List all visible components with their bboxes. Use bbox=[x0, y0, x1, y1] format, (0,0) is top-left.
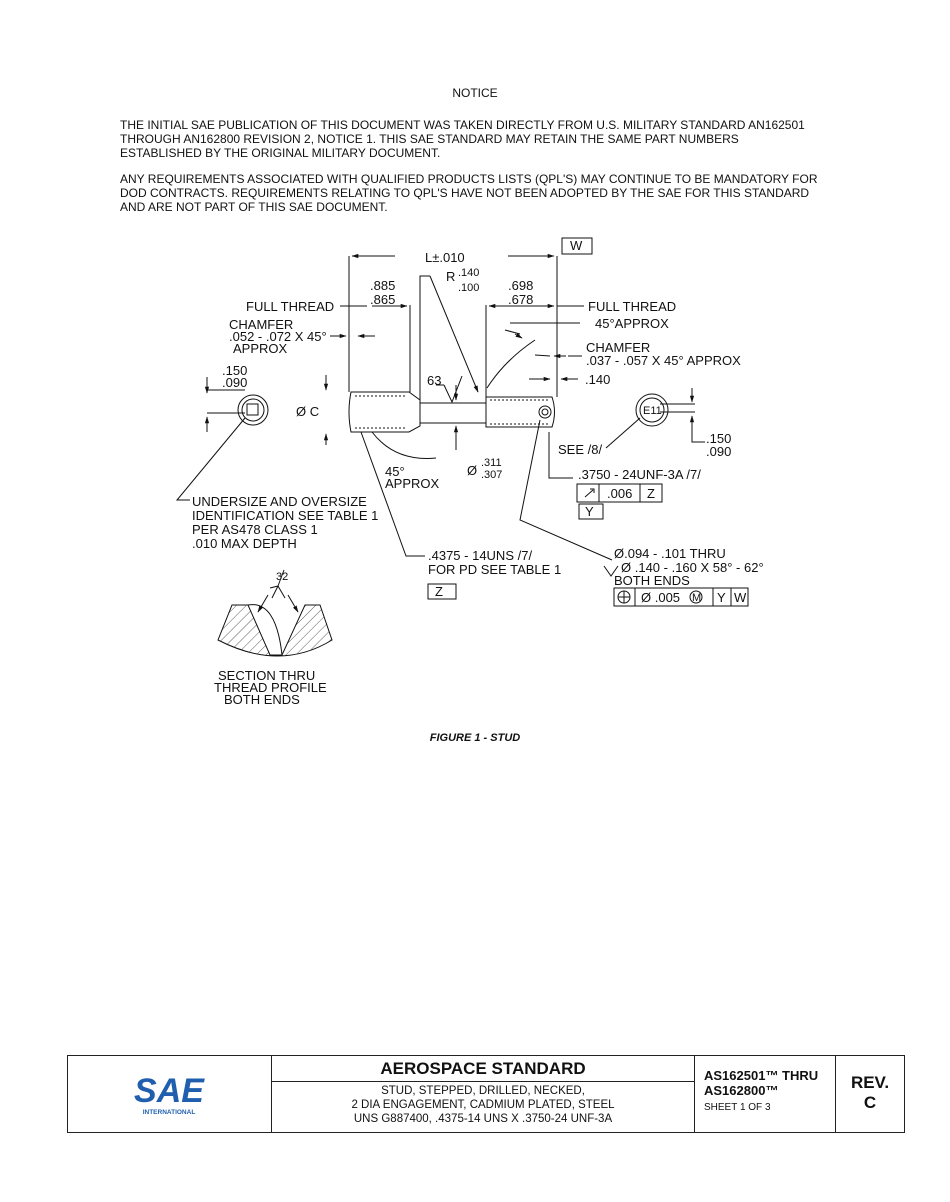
datum-w: W bbox=[570, 238, 583, 253]
dia-sym: Ø bbox=[467, 463, 478, 478]
thread-large-1: .4375 - 14UNS /7/ bbox=[428, 548, 533, 563]
e11: E11 bbox=[643, 405, 662, 417]
figure-caption: FIGURE 1 - STUD bbox=[429, 732, 521, 744]
sheet-number: SHEET 1 OF 3 bbox=[704, 1102, 771, 1113]
hole-3: BOTH ENDS bbox=[614, 573, 690, 588]
approx: APPROX bbox=[385, 476, 440, 491]
left-end-max: .150 bbox=[222, 363, 248, 378]
right-end-max: .150 bbox=[706, 431, 732, 446]
title-description-cell bbox=[272, 1056, 695, 1132]
length-dim: L±.010 bbox=[425, 250, 465, 265]
dim-140: .140 bbox=[585, 372, 611, 387]
document-number-cell bbox=[695, 1056, 836, 1132]
datum-z: Z bbox=[435, 584, 443, 599]
desc-line-3: UNS G887400, .4375-14 UNS X .3750-24 UNF-3A bbox=[353, 1113, 613, 1125]
right-len-min: .678 bbox=[508, 292, 534, 307]
title-block bbox=[67, 1055, 905, 1133]
undersize-4: .010 MAX DEPTH bbox=[192, 536, 297, 551]
datum-y: Y bbox=[585, 504, 594, 519]
full-thread-right: FULL THREAD bbox=[588, 299, 677, 314]
svg-text:INTERNATIONAL: INTERNATIONAL bbox=[142, 1109, 196, 1116]
pos-m: M bbox=[692, 592, 702, 604]
section-3: BOTH ENDS bbox=[224, 692, 300, 707]
angle-45: 45° bbox=[385, 464, 405, 479]
radius-max: .140 bbox=[458, 267, 480, 279]
pos-tol: Ø .005 bbox=[641, 590, 681, 605]
section-1: SECTION THRU bbox=[218, 668, 316, 683]
chamfer-right-2: .037 - .057 X 45° APPROX bbox=[586, 353, 741, 368]
stud-large-thread-body bbox=[349, 392, 420, 432]
undersize-2: IDENTIFICATION SEE TABLE 1 bbox=[192, 508, 379, 523]
neck-max: .311 bbox=[481, 457, 502, 469]
stud-neck bbox=[420, 403, 486, 423]
radius-min: .100 bbox=[458, 282, 480, 294]
sae-logo-icon bbox=[68, 1056, 271, 1132]
see-8: SEE /8/ bbox=[558, 442, 603, 457]
revision-cell bbox=[836, 1056, 904, 1132]
undersize-1: UNDERSIZE AND OVERSIZE bbox=[192, 494, 367, 509]
chamfer-left-2: .052 - .072 X 45° bbox=[229, 329, 327, 344]
left-len-min: .865 bbox=[370, 292, 396, 307]
radius-label: R bbox=[446, 269, 456, 284]
section-2: THREAD PROFILE bbox=[214, 680, 327, 695]
right-len-max: .698 bbox=[508, 278, 534, 293]
hole-2: Ø .140 - .160 X 58° - 62° bbox=[621, 560, 764, 575]
chamfer-left-3: APPROX bbox=[233, 341, 288, 356]
finish-32: 32 bbox=[276, 571, 289, 583]
undersize-3: PER AS478 CLASS 1 bbox=[192, 522, 318, 537]
dia-c: Ø C bbox=[296, 404, 320, 419]
left-end-min: .090 bbox=[222, 375, 248, 390]
datum-z-ref: Z bbox=[647, 486, 655, 501]
pos-y: Y bbox=[717, 590, 726, 605]
svg-text:SAE: SAE bbox=[134, 1072, 204, 1110]
notice-paragraph-2: ANY REQUIREMENTS ASSOCIATED WITH QUALIFIED PRODUCTS LISTS (QPL'S) MAY CONTINUE TO BE MANDATORY FOR DOD CONTRACTS. REQUIREMENTS RELATING TO QPL'S HAVE NOT BEEN ADOPTED BY THE SAE FOR THIS STANDARD AND ARE NOT PART OF THIS SAE DOCUMENT. bbox=[120, 172, 818, 214]
standard-heading: AEROSPACE STANDARD bbox=[272, 1056, 694, 1082]
right-end-min: .090 bbox=[706, 444, 732, 459]
notice-title: NOTICE bbox=[452, 86, 498, 100]
thread-large-2: FOR PD SEE TABLE 1 bbox=[428, 562, 562, 577]
document-number: AS162501™ THRU AS162800™ bbox=[704, 1068, 819, 1098]
neck-min: .307 bbox=[481, 469, 503, 481]
angle-right: 45°APPROX bbox=[595, 316, 669, 331]
left-len-max: .885 bbox=[370, 278, 396, 293]
rev-label: REV. bbox=[850, 1073, 890, 1092]
finish-63: 63 bbox=[427, 373, 442, 388]
desc-line-2: 2 DIA ENGAGEMENT, CADMIUM PLATED, STEEL bbox=[351, 1099, 615, 1111]
part-description bbox=[272, 1084, 694, 1126]
desc-line-1: STUD, STEPPED, DRILLED, NECKED, bbox=[381, 1085, 585, 1097]
sae-logo-cell bbox=[68, 1056, 272, 1132]
hole-1: Ø.094 - .101 THRU bbox=[614, 546, 726, 561]
chamfer-left-1: CHAMFER bbox=[229, 317, 294, 332]
runout-tol: .006 bbox=[607, 486, 633, 501]
pos-w: W bbox=[734, 590, 747, 605]
thread-small: .3750 - 24UNF-3A /7/ bbox=[578, 467, 701, 482]
full-thread-left: FULL THREAD bbox=[246, 299, 335, 314]
thread-section-profile bbox=[218, 605, 332, 656]
notice-paragraph-1: THE INITIAL SAE PUBLICATION OF THIS DOCUMENT WAS TAKEN DIRECTLY FROM U.S. MILITARY STANDARD AN162501 THROUGH AN162800 REVISION 2, NOTICE 1. THIS SAE STANDARD MAY RETAIN THE SAME PART NUMBERS ESTABLISHED BY THE ORIGINAL MILITARY DOCUMENT. bbox=[120, 118, 805, 160]
chamfer-right-1: CHAMFER bbox=[586, 340, 651, 355]
stud-small-thread-body bbox=[486, 397, 555, 427]
rev-value: C bbox=[863, 1093, 877, 1112]
